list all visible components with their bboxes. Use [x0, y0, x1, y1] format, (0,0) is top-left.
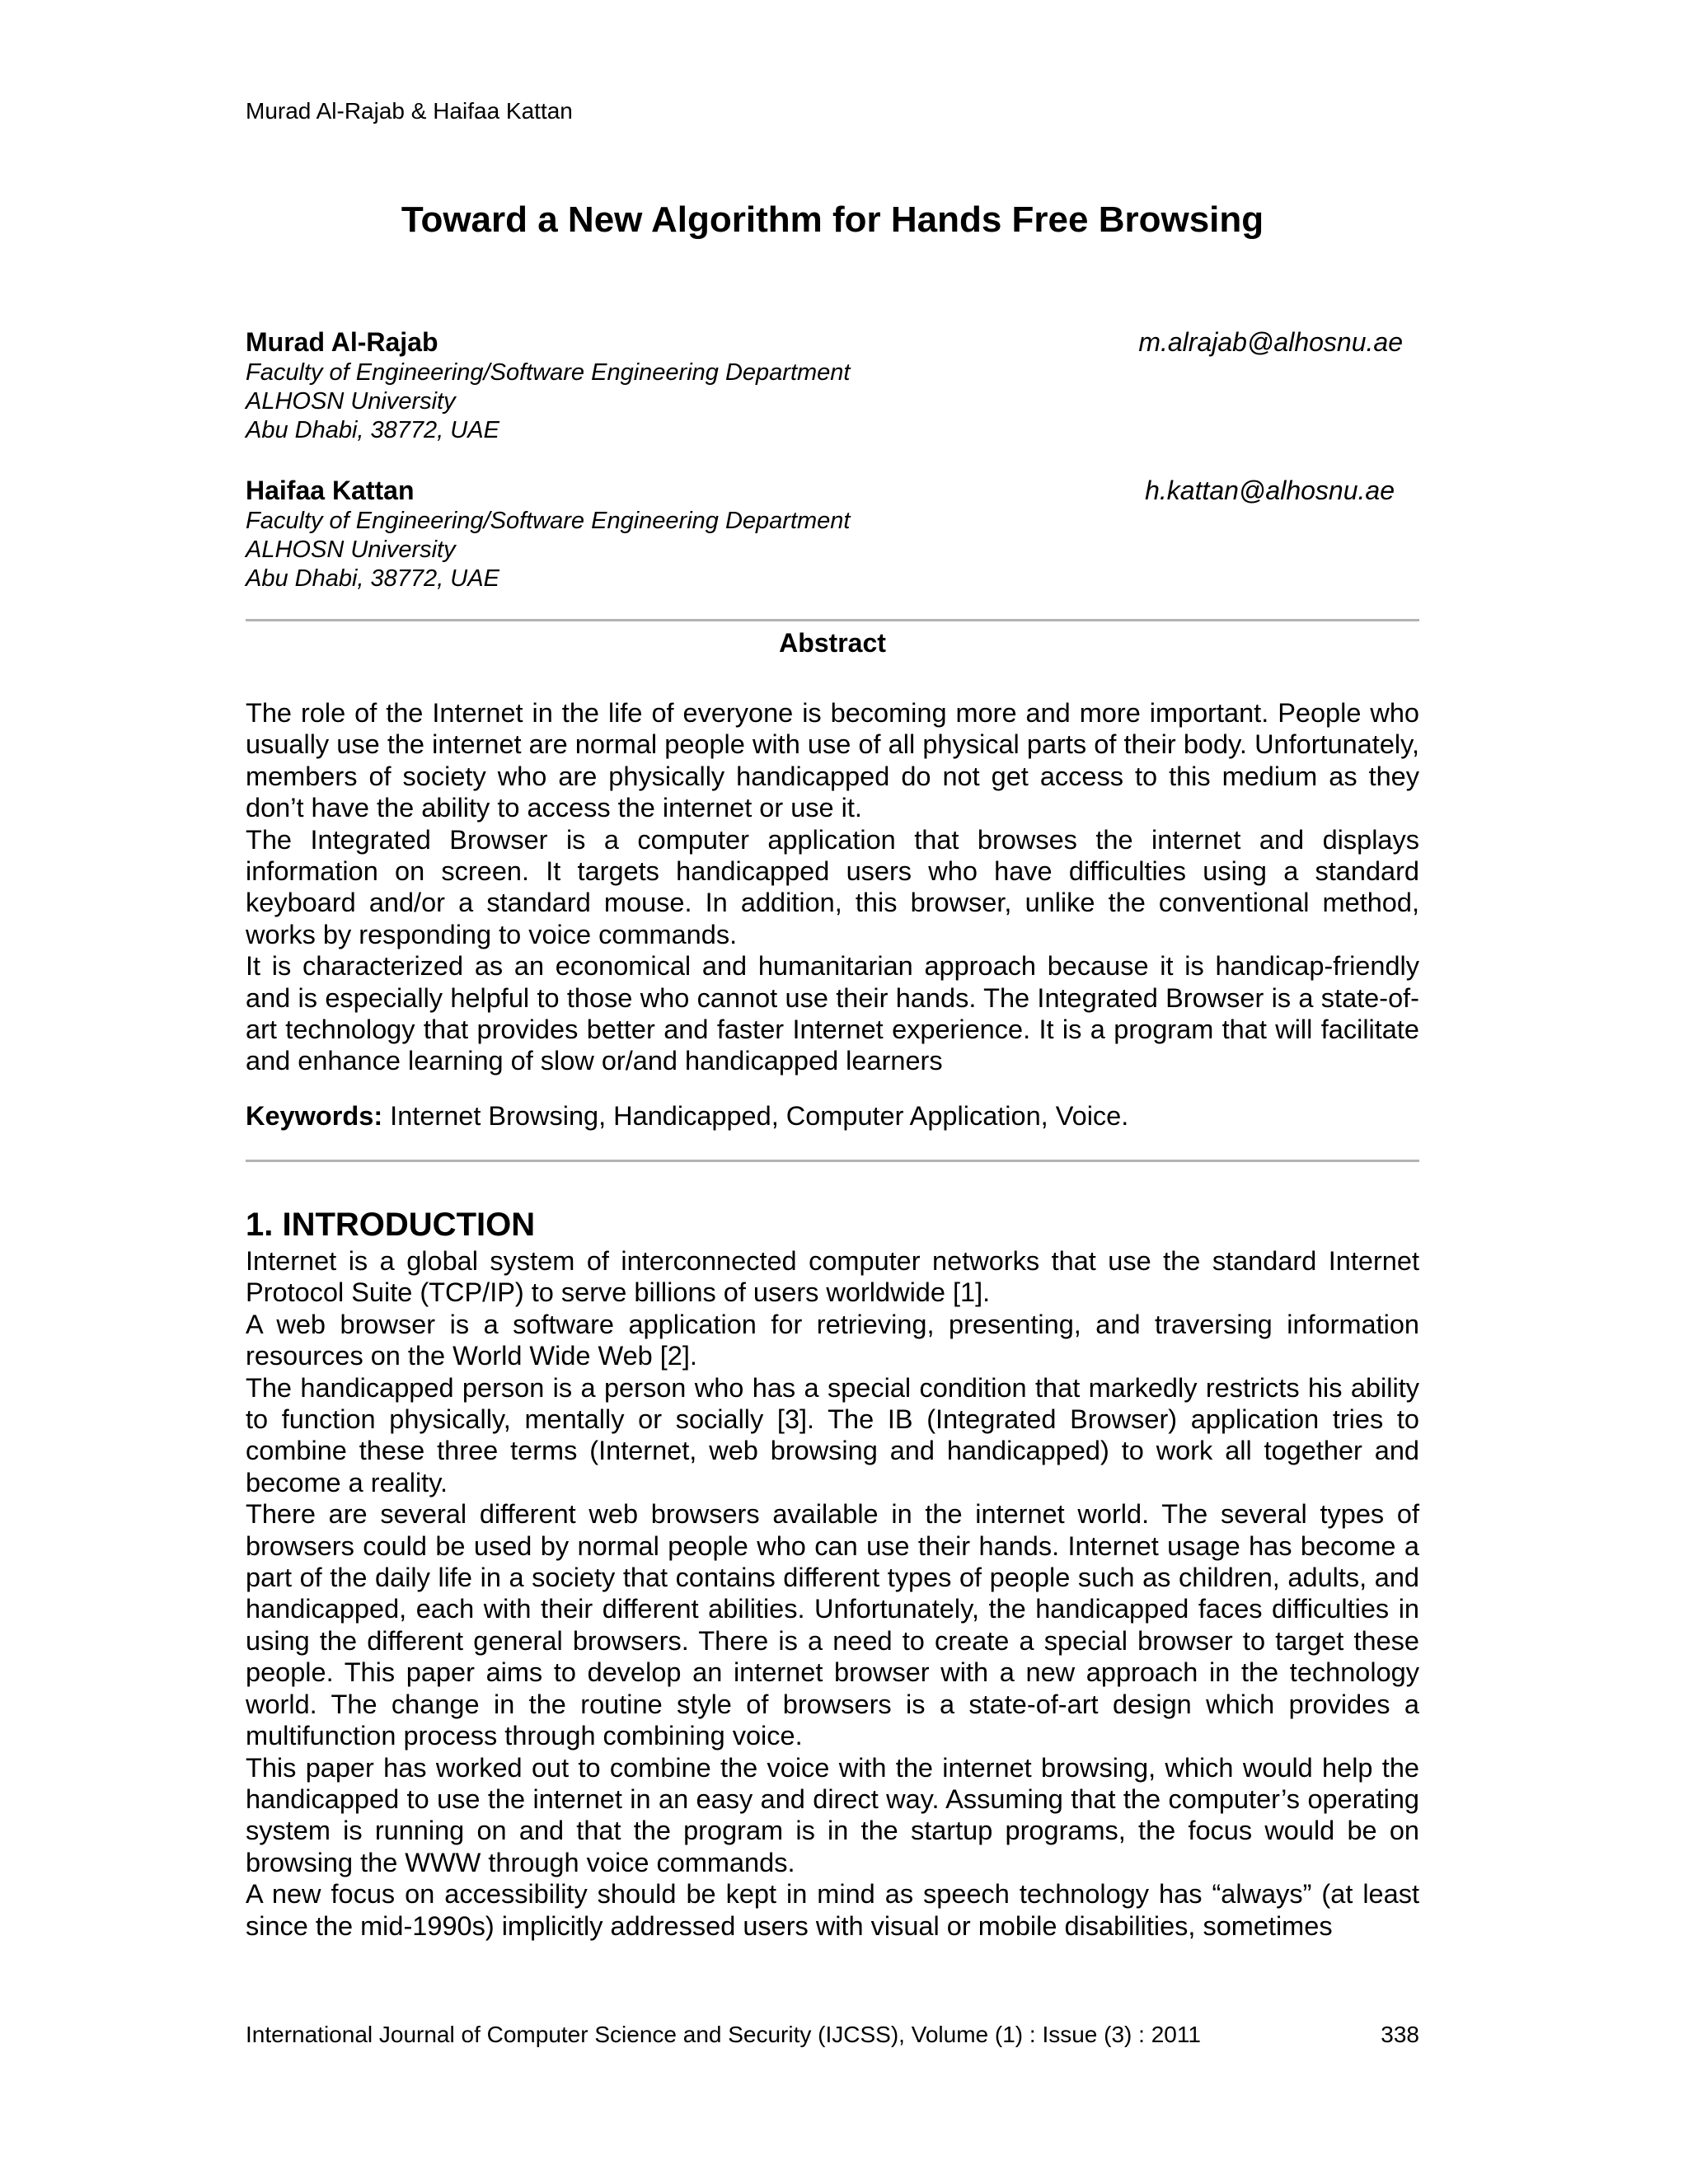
author-affiliation-line: Abu Dhabi, 38772, UAE: [246, 565, 499, 592]
abstract-paragraph: The Integrated Browser is a computer application that browses the internet and displays information on screen. It targets handicapped users who have difficulties using a standard keyboard and/or a standard mouse. In addition, this browser, unlike the conventional method, works by responding to voice commands.: [246, 824, 1419, 949]
body-paragraph: Internet is a global system of interconnected computer networks that use the standard Internet Protocol Suite (TCP/IP) to serve billions of users worldwide [1].: [246, 1246, 1419, 1308]
keywords-label: Keywords:: [246, 1101, 383, 1131]
journal-citation: International Journal of Computer Science and Security (IJCSS), Volume (1) : Issue (3) : 2011: [246, 2022, 1201, 2047]
body-paragraph: This paper has worked out to combine the voice with the internet browsing, which would help the handicapped to use the internet in an easy and direct way. Assuming that the computer’s operating system is running on and that the program is in the startup programs, the focus would be on browsing the WWW through voice commands.: [246, 1752, 1419, 1877]
divider-rule: [246, 1160, 1419, 1162]
abstract-heading: Abstract: [779, 628, 886, 658]
running-head: Murad Al-Rajab & Haifaa Kattan: [246, 98, 573, 124]
author-name: Murad Al-Rajab: [246, 327, 438, 357]
section-heading-introduction: 1. INTRODUCTION: [246, 1207, 536, 1243]
body-paragraph: A web browser is a software application for retrieving, presenting, and traversing information resources on the World Wide Web [2].: [246, 1309, 1419, 1371]
author-email: h.kattan@alhosnu.ae: [1145, 476, 1395, 505]
body-paragraph: There are several different web browsers available in the internet world. The several types of browsers could be used by normal people who can use their hands. Internet usage has become a part of the daily life in a society that contains different types of people such as children, adults, and handicapped, each with their different abilities. Unfortunately, the handicapped faces difficulties in using the different general browsers. There is a need to create a special browser to target these people. This paper aims to develop an internet browser with a new approach in the technology world. The change in the routine style of browsers is a state-of-art design which provides a multifunction process through combining voice.: [246, 1499, 1419, 1751]
abstract-body: [246, 697, 1419, 1077]
keywords: [246, 1099, 1419, 1132]
body-paragraph: A new focus on accessibility should be kept in mind as speech technology has “always” (at least since the mid-1990s) implicitly addressed users with visual or mobile disabilities, sometimes: [246, 1879, 1419, 1941]
abstract-paragraph: It is characterized as an economical and humanitarian approach because it is handicap-friendly and is especially helpful to those who cannot use their hands. The Integrated Browser is a state-of-art technology that provides better and faster Internet experience. It is a program that will facilitate and enhance learning of slow or/and handicapped learners: [246, 951, 1419, 1076]
author-affiliation-line: ALHOSN University: [246, 537, 456, 563]
author-affiliation-line: Faculty of Engineering/Software Engineering Department: [246, 359, 851, 386]
author-affiliation-line: Abu Dhabi, 38772, UAE: [246, 417, 499, 443]
page-footer: [246, 2021, 1419, 2049]
abstract-paragraph: The role of the Internet in the life of everyone is becoming more and more important. People who usually use the internet are normal people with use of all physical parts of their body. Unfortunately, members of society who are physically handicapped do not get access to this medium as they don’t have the ability to access the internet or use it.: [246, 698, 1419, 823]
divider-rule: [246, 619, 1419, 621]
author-name: Haifaa Kattan: [246, 476, 415, 505]
author-email: m.alrajab@alhosnu.ae: [1138, 327, 1403, 357]
keywords-text: Internet Browsing, Handicapped, Computer Application, Voice.: [382, 1101, 1129, 1131]
author-affiliation-line: Faculty of Engineering/Software Engineering Department: [246, 508, 851, 534]
author-block-2: [246, 474, 1419, 593]
introduction-body: [246, 1245, 1419, 1942]
page-number: 338: [1381, 2022, 1419, 2047]
body-paragraph: The handicapped person is a person who has a special condition that markedly restricts his ability to function physically, mentally or socially [3]. The IB (Integrated Browser) application tries to combine these three terms (Internet, web browsing and handicapped) to work all together and become a reality.: [246, 1372, 1419, 1497]
paper-title: Toward a New Algorithm for Hands Free Browsing: [401, 199, 1264, 240]
author-block-1: [246, 326, 1419, 445]
author-affiliation-line: ALHOSN University: [246, 388, 456, 415]
